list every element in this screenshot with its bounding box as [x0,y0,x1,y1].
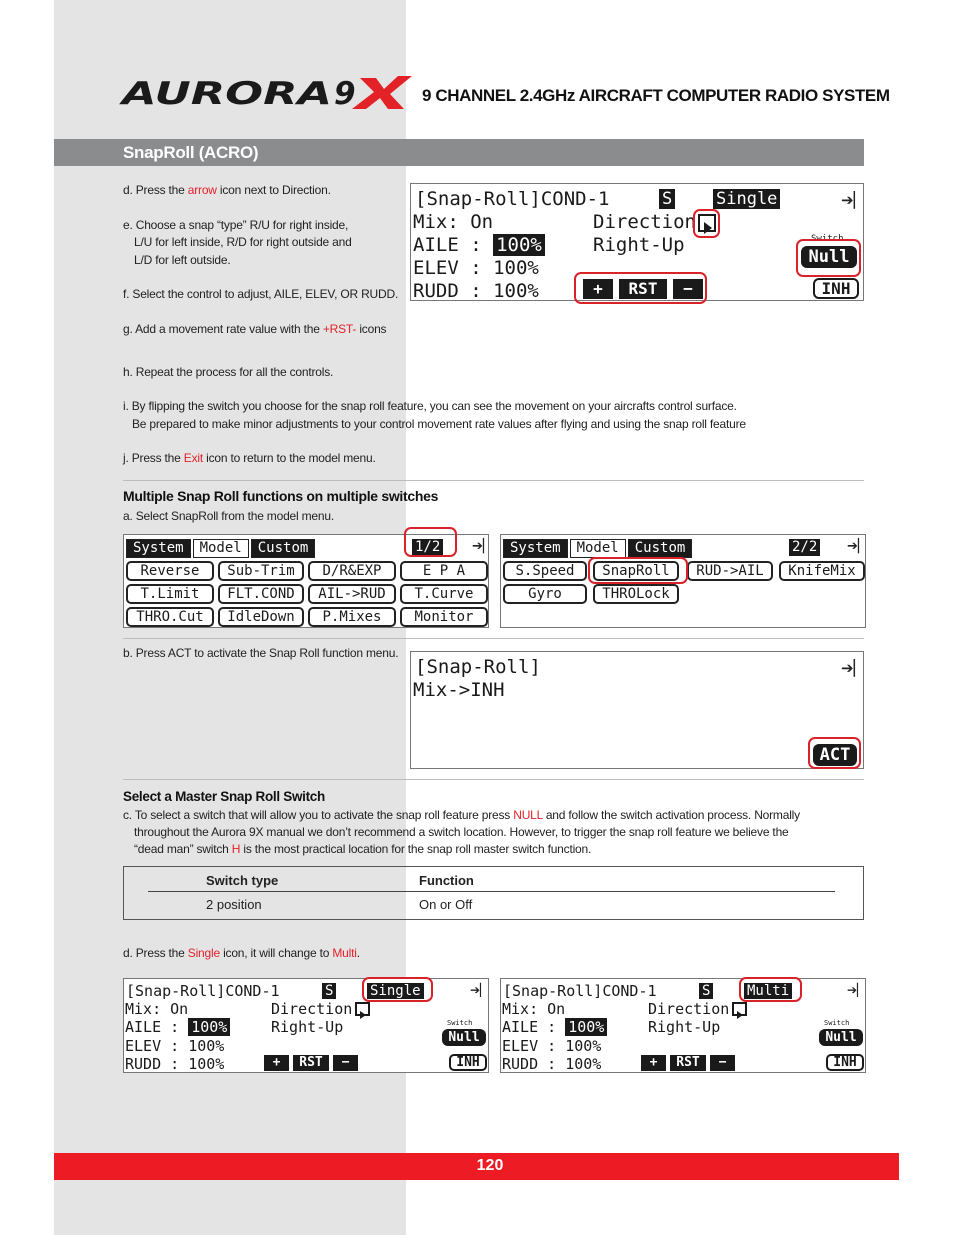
highlight-page [404,527,457,557]
snaproll-screen-single [123,978,489,1073]
svg-text:AURORA: AURORA [117,76,332,112]
step-j: j. Press the Exit icon to return to the model menu. [123,451,376,465]
section-title-bar [54,139,864,166]
highlight-rst [574,272,707,304]
menu-monitor-button[interactable]: Monitor [400,607,488,627]
section-title: SnapRoll (ACRO) [123,143,259,162]
menu-throlock-button[interactable]: THROLock [593,584,679,604]
elev-row[interactable]: ELEV : 100% [502,1037,602,1055]
minus-button[interactable]: − [333,1055,358,1071]
highlight-act [808,737,861,769]
mix-status: Mix->INH [413,679,505,701]
direction-arrow-button[interactable] [732,1002,747,1016]
tab-model[interactable]: Model [570,539,626,558]
mode-multi-button[interactable]: Multi [744,983,792,999]
inh-button[interactable]: INH [826,1054,864,1071]
step-i-line2: Be prepared to make minor adjustments to your control movement rate values after flying and using the snap roll feature [132,417,746,431]
mode-single-button[interactable]: Single [367,983,424,999]
screen-title: [Snap-Roll]COND-1 [126,982,280,1000]
menu-ail-rud-button[interactable]: AIL->RUD [308,584,396,604]
arrow-right-icon [737,1011,743,1019]
tab-model[interactable]: Model [193,539,249,558]
exit-icon[interactable]: ➔▏ [841,659,866,677]
menu-sspeed-button[interactable]: S.Speed [503,561,587,581]
direction-label: Direction [271,1000,353,1018]
rudd-row[interactable]: RUDD : 100% [413,280,539,302]
table-cell: 2 position [206,897,262,912]
page-indicator: 2/2 [789,539,820,556]
direction-label: Direction [648,1000,730,1018]
step-d2: d. Press the Single icon, it will change to Multi. [123,946,360,960]
plus-button[interactable]: + [641,1055,666,1071]
elev-row[interactable]: ELEV : 100% [125,1037,225,1055]
menu-rud-ail-button[interactable]: RUD->AIL [687,561,773,581]
aile-row[interactable]: AILE : 100% [413,234,545,256]
menu-tlimit-button[interactable]: T.Limit [126,584,214,604]
highlight-single [362,977,433,1002]
aile-value[interactable]: 100% [493,234,545,256]
master-subhead: Select a Master Snap Roll Switch [123,789,325,804]
step-h: h. Repeat the process for all the controls. [123,365,334,379]
aurora-9x-logo [117,74,412,112]
aile-value[interactable]: 100% [188,1018,230,1036]
rudd-row[interactable]: RUDD : 100% [125,1055,225,1073]
s-badge: S [699,983,713,999]
tab-custom[interactable]: Custom [251,539,316,558]
rst-button[interactable]: RST [293,1055,329,1071]
menu-idledown-button[interactable]: IdleDown [218,607,304,627]
mix-status: Mix: On [502,1000,566,1018]
mix-status: Mix: On [125,1000,189,1018]
step-g: g. Add a movement rate value with the +RST- icons [123,322,387,336]
s-badge: S [322,983,336,999]
rst-button[interactable]: RST [670,1055,706,1071]
switch-type-table [123,866,864,920]
rst-button[interactable]: RST [619,279,667,299]
divider [123,480,864,481]
aile-row[interactable]: AILE : 100% [125,1018,230,1036]
divider [123,779,864,780]
switch-label: Switch [824,1019,850,1027]
act-button[interactable]: ACT [813,744,857,766]
menu-epa-button[interactable]: E P A [400,561,488,581]
plus-button[interactable]: + [583,279,613,299]
null-switch-button[interactable]: Null [819,1029,863,1046]
null-switch-button[interactable]: Null [442,1029,486,1046]
minus-button[interactable]: − [673,279,703,299]
step-c-line3: “dead man” switch H is the most practical location for the snap roll master switch function. [134,842,592,856]
direction-arrow-button[interactable] [355,1002,370,1016]
null-switch-button[interactable]: Null [801,246,857,268]
rudd-row[interactable]: RUDD : 100% [502,1055,602,1073]
highlight-multi [739,977,802,1002]
exit-icon[interactable]: ➔▏ [470,983,490,997]
menu-dr-exp-button[interactable]: D/R&EXP [308,561,396,581]
direction-value: Right-Up [648,1018,721,1036]
step-i-line1: i. By flipping the switch you choose for the snap roll feature, you can see the movement on your aircrafts control surface. [123,399,737,413]
menu-throcut-button[interactable]: THRO.Cut [126,607,214,627]
exit-icon[interactable]: ➔▏ [847,983,867,997]
arrow-right-icon [360,1011,366,1019]
step-a: a. Select SnapRoll from the model menu. [123,509,334,523]
mix-status: Mix: On [413,211,494,233]
menu-pmixes-button[interactable]: P.Mixes [308,607,396,627]
divider [123,638,864,639]
table-rule [148,891,835,892]
screen-title: [Snap-Roll]COND-1 [415,188,610,210]
elev-row[interactable]: ELEV : 100% [413,257,539,279]
exit-icon[interactable]: ➔▏ [847,539,868,554]
screen-title: [Snap-Roll]COND-1 [503,982,657,1000]
snaproll-act-screen [410,651,864,769]
menu-subtrim-button[interactable]: Sub-Trim [218,561,304,581]
step-f: f. Select the control to adjust, AILE, ELEV, OR RUDD. [123,287,399,301]
step-c-line1: c. To select a switch that will allow you to activate the snap roll feature press NULL and follow the switch activation process. Normally [123,808,800,822]
plus-button[interactable]: + [264,1055,289,1071]
direction-value: Right-Up [593,234,685,256]
step-d: d. Press the arrow icon next to Direction. [123,183,331,197]
menu-snaproll-button[interactable]: SnapRoll [593,561,679,581]
screen-title: [Snap-Roll] [415,656,541,678]
mode-single-button[interactable]: Single [713,189,780,209]
menu-tcurve-button[interactable]: T.Curve [400,584,488,604]
step-e-line3: L/D for left outside. [134,253,231,267]
highlight-direction-arrow [693,209,720,238]
step-e-line1: e. Choose a snap “type” R/U for right inside, [123,218,349,232]
s-badge: S [659,189,675,209]
inh-button[interactable]: INH [449,1054,487,1071]
minus-button[interactable]: − [710,1055,735,1071]
direction-label: Direction [593,211,696,233]
page-indicator: 1/2 [412,539,443,556]
exit-icon[interactable]: ➔▏ [472,539,493,554]
svg-text:9: 9 [334,76,356,112]
highlight-snaproll [588,557,688,584]
footer-bar [54,1153,899,1180]
direction-value: Right-Up [271,1018,344,1036]
tab-custom[interactable]: Custom [628,539,693,558]
step-c-line2: throughout the Aurora 9X manual we don’t recommend a switch location. However, to trigger the snap roll feature we believe the [134,825,789,839]
header-title: 9 CHANNEL 2.4GHz AIRCRAFT COMPUTER RADIO SYSTEM [422,86,890,105]
menu-reverse-button[interactable]: Reverse [126,561,214,581]
tab-system[interactable]: System [503,539,568,558]
table-cell: On or Off [419,897,473,912]
menu-knifemix-button[interactable]: KnifeMix [779,561,865,581]
multi-subhead: Multiple Snap Roll functions on multiple switches [123,488,439,504]
aile-value[interactable]: 100% [565,1018,607,1036]
table-header: Function [419,873,474,888]
menu-gyro-button[interactable]: Gyro [503,584,587,604]
step-b: b. Press ACT to activate the Snap Roll function menu. [123,646,399,660]
page-number: 120 [476,1157,504,1174]
switch-label: Switch [447,1019,473,1027]
inh-button[interactable]: INH [813,278,859,299]
snaproll-screen-multi [500,978,866,1073]
switch-label: Switch [811,234,844,244]
tab-system[interactable]: System [126,539,191,558]
menu-fltcond-button[interactable]: FLT.COND [218,584,304,604]
exit-icon[interactable]: ➔▏ [841,191,866,209]
highlight-null [796,239,861,277]
table-header: Switch type [206,873,279,888]
step-e-line2: L/U for left inside, R/D for right outside and [134,235,352,249]
aile-row[interactable]: AILE : 100% [502,1018,607,1036]
